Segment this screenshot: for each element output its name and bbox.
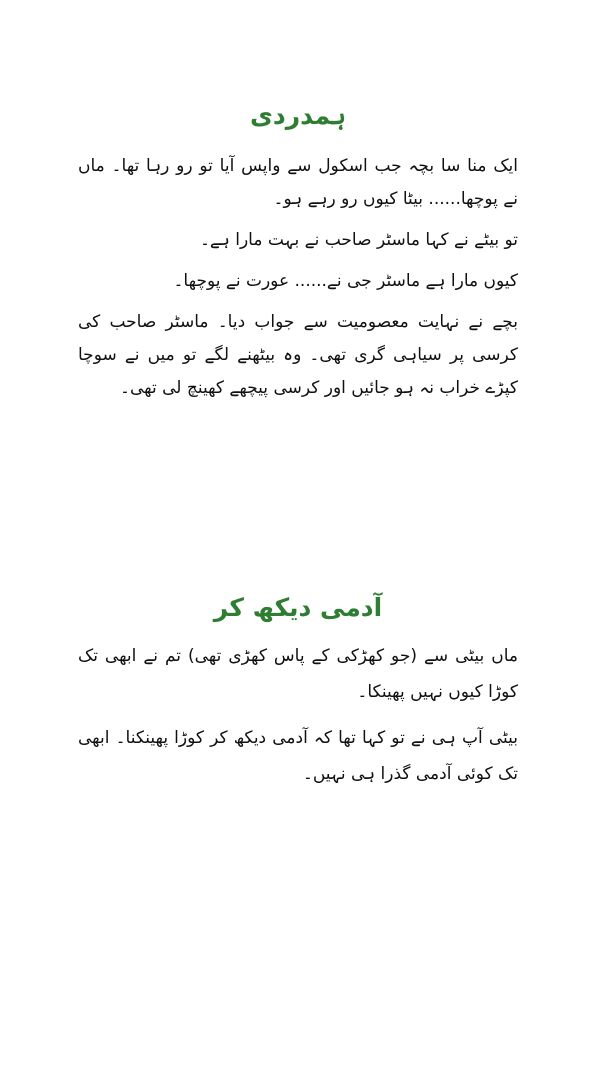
story-paragraph: تو بیٹے نے کہا ماسٹر صاحب نے بہت مارا ہے۔ xyxy=(199,230,518,250)
story-paragraph: ماں بیٹی سے (جو کھڑکی کے پاس کھڑی تھی) تم نے ابھی تک کوڑا کیوں نہیں پھینکا۔ xyxy=(78,646,518,702)
story-aadmi-dekh-kar xyxy=(78,590,518,802)
story-title: آدمی دیکھ کر xyxy=(213,593,383,622)
story-paragraph: بیٹی آپ ہی نے تو کہا تھا کہ آدمی دیکھ کر کوڑا پھینکنا۔ ابھی تک کوئی آدمی گذرا ہی نہیں۔ xyxy=(78,728,518,784)
story-title: ہمدردی xyxy=(250,101,346,130)
story-hamdardi xyxy=(78,98,518,413)
story-paragraph: ایک منا سا بچہ جب اسکول سے واپس آیا تو رو رہا تھا۔ ماں نے پوچھا...... بیٹا کیوں رو رہے ہو۔ xyxy=(78,156,518,209)
story-paragraph: کیوں مارا ہے ماسٹر جی نے...... عورت نے پوچھا۔ xyxy=(173,271,518,291)
story-paragraph: بچے نے نہایت معصومیت سے جواب دیا۔ ماسٹر صاحب کی کرسی پر سیاہی گری تھی۔ وہ بیٹھنے لگے تو میں نے سوچا کپڑے خراب نہ ہو جائیں اور کرسی پیچھے کھینچ لی تھی۔ xyxy=(78,312,518,398)
